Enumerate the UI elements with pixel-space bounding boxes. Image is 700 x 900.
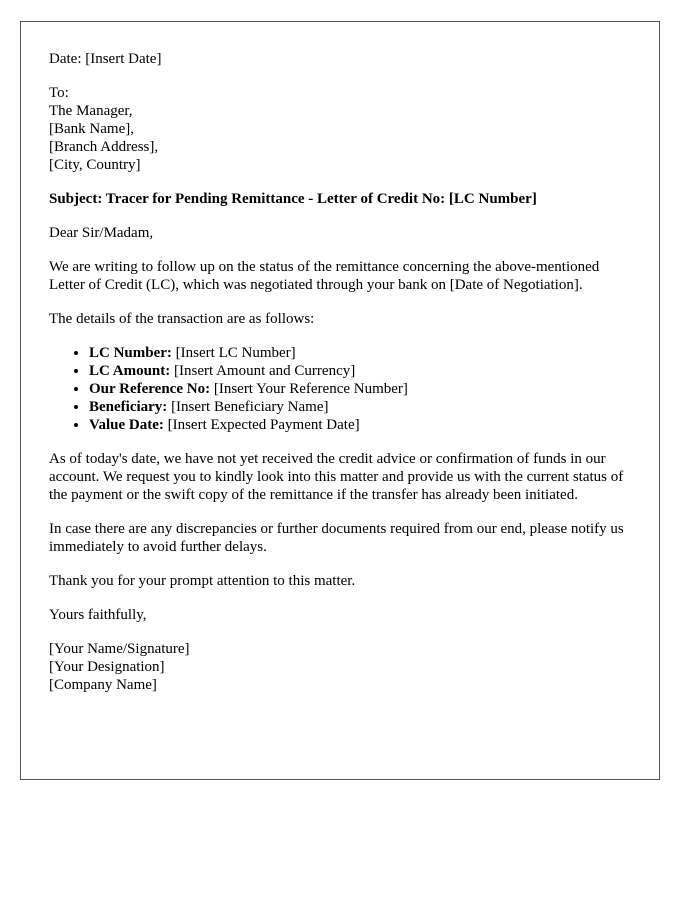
signature-designation: [Your Designation]: [49, 659, 165, 675]
details-label: Our Reference No:: [89, 381, 211, 397]
signature-company: [Company Name]: [49, 677, 157, 693]
date-line: Date: [Insert Date]: [49, 51, 162, 67]
details-item: [89, 398, 631, 416]
recipient-line: The Manager,: [49, 103, 133, 119]
body-paragraph-status: As of today's date, we have not yet received the credit advice or confirmation of funds in our account. We request you to kindly look into this matter and provide us with the current status of the payment or the swift copy of the remittance if the transfer has already been initiated.: [49, 451, 624, 503]
details-value: [Insert Amount and Currency]: [170, 363, 356, 379]
recipient-line: [Bank Name],: [49, 121, 134, 137]
recipient-line: [Branch Address],: [49, 139, 159, 155]
signature-name: [Your Name/Signature]: [49, 641, 190, 657]
details-item: [89, 344, 631, 362]
recipient-block: [49, 84, 631, 174]
details-item: [89, 362, 631, 380]
body-paragraph-intro: We are writing to follow up on the status of the remittance concerning the above-mentioned Letter of Credit (LC), which was negotiated through your bank on [Date of Negotiation].: [49, 259, 600, 293]
details-label: LC Amount:: [89, 363, 171, 379]
details-label: Value Date:: [89, 417, 164, 433]
details-item: [89, 416, 631, 434]
recipient-to: To:: [49, 85, 69, 101]
subject-line: Subject: Tracer for Pending Remittance - Letter of Credit No: [LC Number]: [49, 191, 537, 207]
body-paragraph-thanks: Thank you for your prompt attention to this matter.: [49, 573, 356, 589]
salutation: Dear Sir/Madam,: [49, 225, 154, 241]
details-intro: The details of the transaction are as follows:: [49, 311, 315, 327]
signature-block: [49, 640, 631, 694]
details-value: [Insert Expected Payment Date]: [163, 417, 360, 433]
details-label: Beneficiary:: [89, 399, 168, 415]
letter-page: [20, 21, 660, 780]
details-value: [Insert LC Number]: [171, 345, 296, 361]
details-value: [Insert Beneficiary Name]: [167, 399, 329, 415]
details-label: LC Number:: [89, 345, 172, 361]
details-list: [49, 344, 631, 434]
details-item: [89, 380, 631, 398]
details-value: [Insert Your Reference Number]: [210, 381, 408, 397]
recipient-line: [City, Country]: [49, 157, 141, 173]
closing: Yours faithfully,: [49, 607, 147, 623]
body-paragraph-discrepancies: In case there are any discrepancies or further documents required from our end, please notify us immediately to avoid further delays.: [49, 521, 624, 555]
